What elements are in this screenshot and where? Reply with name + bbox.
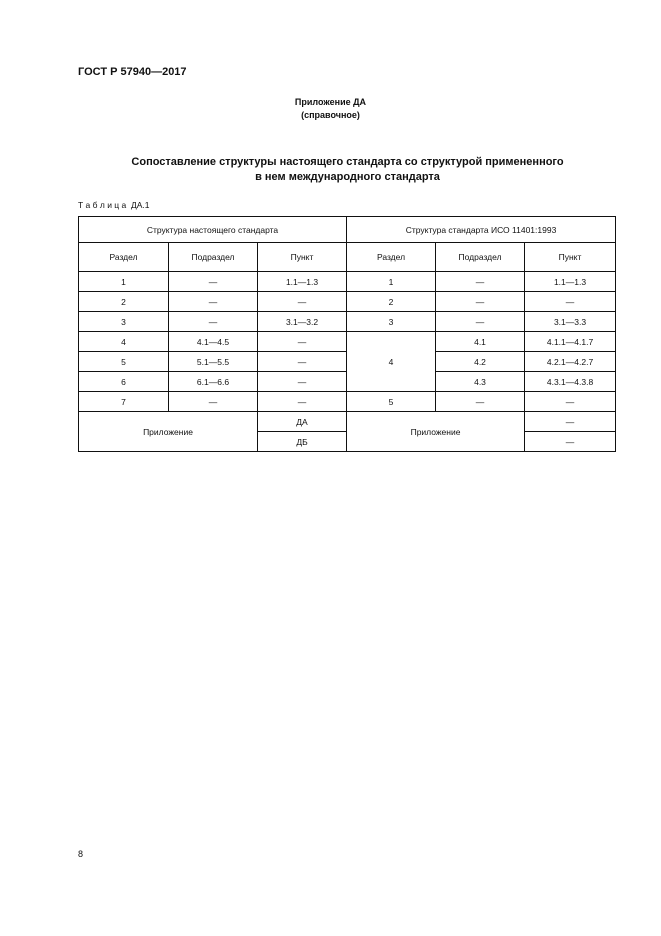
- table-row: [79, 312, 616, 332]
- col-header-razdel: Раздел: [79, 243, 169, 272]
- cell: 1: [347, 272, 436, 292]
- cell: 5: [347, 392, 436, 412]
- comparison-table: [78, 216, 616, 452]
- table-row: [79, 272, 616, 292]
- group-header-current: Структура настоящего стандарта: [79, 217, 347, 243]
- cell: 4.3: [436, 372, 525, 392]
- annex-title: Приложение ДА: [294, 97, 367, 107]
- cell-appendix-da: ДА: [258, 412, 347, 432]
- cell: —: [169, 292, 258, 312]
- cell: 3: [347, 312, 436, 332]
- col-header-podrazdel: Подраздел: [169, 243, 258, 272]
- cell: 3.1—3.3: [525, 312, 616, 332]
- cell: 4.2.1—4.2.7: [525, 352, 616, 372]
- cell: 1: [79, 272, 169, 292]
- document-code: ГОСТ Р 57940—2017: [78, 66, 187, 78]
- cell: 4.1: [436, 332, 525, 352]
- section-title: [80, 155, 615, 185]
- cell: 2: [347, 292, 436, 312]
- cell-appendix-left-label: Приложение: [79, 412, 258, 452]
- annex-heading: [0, 96, 661, 122]
- cell: —: [436, 272, 525, 292]
- col-header-punkt-iso: Пункт: [525, 243, 616, 272]
- cell: 6.1—6.6: [169, 372, 258, 392]
- cell: 7: [79, 392, 169, 412]
- section-title-line-1: Сопоставление структуры настоящего стандарта со структурой примененного: [131, 156, 564, 168]
- cell-appendix-right-label: Приложение: [347, 412, 525, 452]
- cell: —: [169, 272, 258, 292]
- table-row: [79, 392, 616, 412]
- cell-appendix-db: ДБ: [258, 432, 347, 452]
- cell: —: [436, 292, 525, 312]
- cell: 5.1—5.5: [169, 352, 258, 372]
- table-column-header: [79, 243, 616, 272]
- table-row: [79, 292, 616, 312]
- group-header-iso: Структура стандарта ИСО 11401:1993: [347, 217, 616, 243]
- cell: —: [258, 372, 347, 392]
- cell-merged-razdel-4: 4: [347, 332, 436, 392]
- cell: 4.1.1—4.1.7: [525, 332, 616, 352]
- cell: 1.1—1.3: [525, 272, 616, 292]
- col-header-podrazdel-iso: Подраздел: [436, 243, 525, 272]
- cell: 4.2: [436, 352, 525, 372]
- page-number: 8: [78, 849, 84, 859]
- cell: 4.1—4.5: [169, 332, 258, 352]
- cell: —: [525, 392, 616, 412]
- cell: —: [525, 292, 616, 312]
- annex-subtitle: (справочное): [301, 110, 360, 120]
- cell: —: [258, 332, 347, 352]
- cell: —: [169, 392, 258, 412]
- table-caption: Т а б л и ц а ДА.1: [78, 200, 150, 210]
- table-group-header: [79, 217, 616, 243]
- cell: 4.3.1—4.3.8: [525, 372, 616, 392]
- cell: 3: [79, 312, 169, 332]
- cell: —: [258, 292, 347, 312]
- cell-appendix-right-2: —: [525, 432, 616, 452]
- table-row-appendix: [79, 412, 616, 432]
- cell: —: [436, 312, 525, 332]
- cell-appendix-right-1: —: [525, 412, 616, 432]
- col-header-punkt: Пункт: [258, 243, 347, 272]
- cell: 3.1—3.2: [258, 312, 347, 332]
- cell: 5: [79, 352, 169, 372]
- cell: —: [436, 392, 525, 412]
- cell: —: [258, 392, 347, 412]
- cell: —: [169, 312, 258, 332]
- cell: 6: [79, 372, 169, 392]
- col-header-razdel-iso: Раздел: [347, 243, 436, 272]
- table-row: [79, 332, 616, 352]
- section-title-line-2: в нем международного стандарта: [255, 171, 440, 183]
- cell: 4: [79, 332, 169, 352]
- cell: 1.1—1.3: [258, 272, 347, 292]
- cell: —: [258, 352, 347, 372]
- cell: 2: [79, 292, 169, 312]
